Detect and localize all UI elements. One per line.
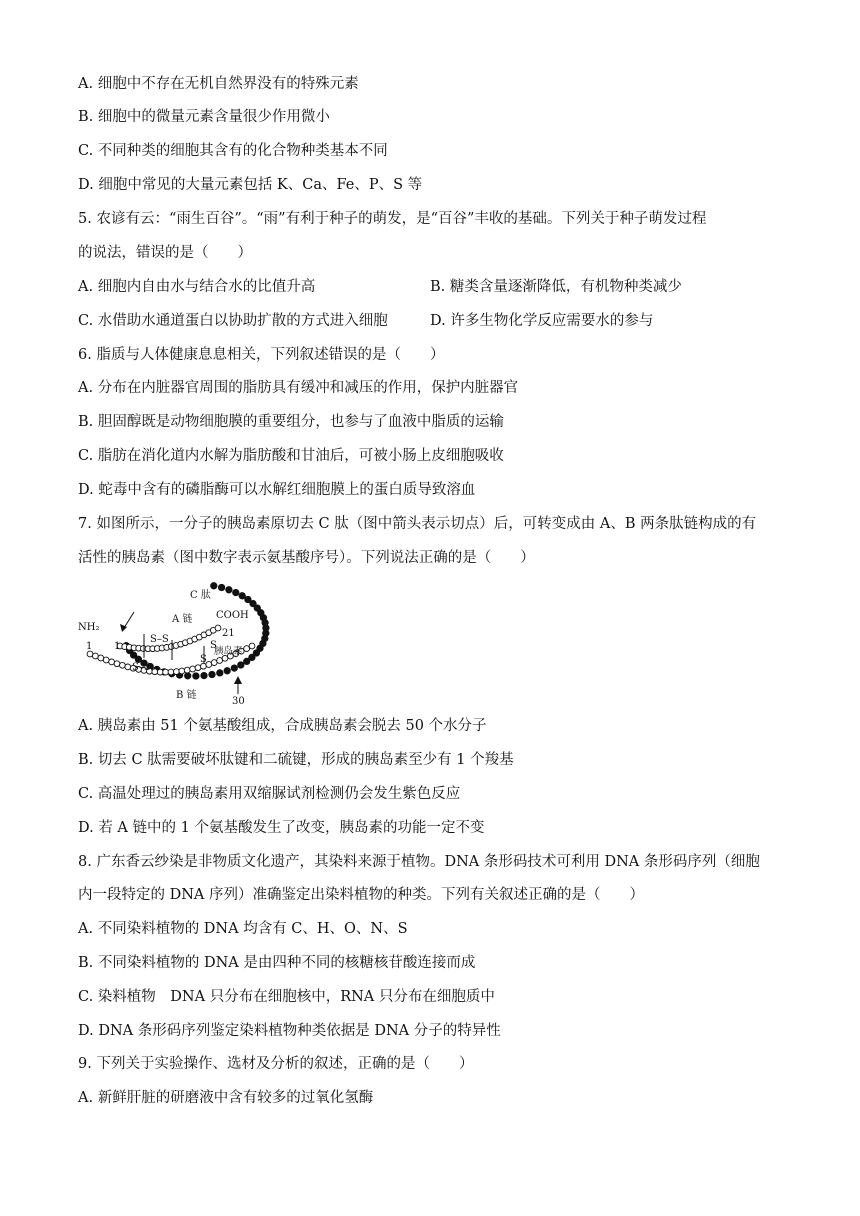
- q5-stem-line1: 5. 农谚有云：“雨生百谷”。“雨”有利于种子的萌发，是“百谷”丰收的基础。下列关于种子萌发过程: [78, 211, 707, 227]
- insulin-diagram: [76, 578, 276, 706]
- a-chain: [117, 625, 221, 652]
- q5-option-a: A. 细胞内自由水与结合水的比值升高: [78, 279, 316, 295]
- q9-stem: 9. 下列关于实验操作、选材及分析的叙述，正确的是（ ）: [78, 1056, 474, 1072]
- b-bead: [195, 665, 201, 671]
- b-bead: [152, 669, 158, 675]
- label-s-1: S: [210, 640, 217, 651]
- q7-option-a: A. 胰岛素由 51 个氨基酸组成，合成胰岛素会脱去 50 个水分子: [78, 718, 487, 734]
- q8-option-a: A. 不同染料植物的 DNA 均含有 C、H、O、N、S: [78, 921, 408, 937]
- c-bead: [201, 672, 207, 678]
- q4-option-a: A. 细胞中不存在无机自然界没有的特殊元素: [78, 76, 359, 92]
- q6-option-c: C. 脂肪在消化道内水解为脂肪酸和甘油后，可被小肠上皮细胞吸收: [78, 448, 504, 464]
- b-bead: [157, 669, 163, 675]
- cut-arrow: [124, 612, 134, 628]
- c-bead: [239, 593, 245, 599]
- q6-option-b: B. 胆固醇既是动物细胞膜的重要组分，也参与了血液中脂质的运输: [78, 414, 504, 430]
- label-a-chain: A 链: [172, 614, 193, 625]
- q8-option-c: C. 染料植物 DNA 只分布在细胞核中，RNA 只分布在细胞质中: [78, 989, 495, 1005]
- label-b-chain: B 链: [176, 690, 197, 701]
- q7-option-d: D. 若 A 链中的 1 个氨基酸发生了改变，胰岛素的功能一定不变: [78, 820, 485, 836]
- c-bead: [218, 584, 224, 590]
- b-bead: [103, 657, 109, 663]
- label-30: 30: [232, 696, 245, 706]
- q4-option-c: C. 不同种类的细胞其含有的化合物种类基本不同: [78, 143, 388, 159]
- q7-option-c: C. 高温处理过的胰岛素用双缩脲试剂检测仍会发生紫色反应: [78, 786, 461, 802]
- a-bead: [215, 625, 221, 631]
- b-bead: [93, 653, 99, 659]
- label-1-a: 1: [114, 641, 121, 652]
- c-bead: [209, 671, 215, 677]
- b-bead: [120, 662, 126, 668]
- b-bead: [179, 668, 185, 674]
- b-bead: [217, 658, 223, 664]
- label-ss-2: S–S: [132, 662, 151, 673]
- label-s-2: S: [200, 654, 207, 665]
- label-21: 21: [222, 628, 235, 639]
- b-bead: [125, 664, 131, 670]
- b-bead: [244, 646, 250, 652]
- q6-option-a: A. 分布在内脏器官周围的脂肪具有缓冲和减压的作用，保护内脏器官: [78, 380, 519, 396]
- q8-option-d: D. DNA 条形码序列鉴定染料植物种类依据是 DNA 分子的特异性: [78, 1023, 501, 1039]
- q6-option-d: D. 蛇毒中含有的磷脂酶可以水解红细胞膜上的蛋白质导致溶血: [78, 482, 476, 498]
- b-bead: [174, 669, 180, 675]
- b-bead: [190, 666, 196, 672]
- q8-option-b: B. 不同染料植物的 DNA 是由四种不同的核糖核苷酸连接而成: [78, 955, 476, 971]
- c-bead: [185, 673, 191, 679]
- label-insulin: 胰岛素: [214, 646, 243, 657]
- q5-option-b: B. 糖类含量逐渐降低，有机物种类减少: [430, 279, 682, 295]
- q4-option-d: D. 细胞中常见的大量元素包括 K、Ca、Fe、P、S 等: [78, 177, 423, 193]
- c-bead: [245, 596, 251, 602]
- b-bead: [163, 669, 169, 675]
- q5-stem-line2: 的说法，错误的是（ ）: [78, 245, 252, 261]
- b-bead: [168, 669, 174, 675]
- q8-stem-line2: 内一段特定的 DNA 序列）准确鉴定出染料植物的种类。下列有关叙述正确的是（ ）: [78, 887, 644, 903]
- c-bead: [217, 670, 223, 676]
- q7-stem-line2: 活性的胰岛素（图中数字表示氨基酸序号）。下列说法正确的是（ ）: [78, 550, 535, 566]
- c-bead: [238, 662, 244, 668]
- c-bead: [226, 587, 232, 593]
- b-bead: [114, 661, 120, 667]
- label-ss-1: S–S: [150, 634, 169, 645]
- label-c-peptide: C 肽: [190, 590, 211, 601]
- c-bead: [233, 589, 239, 595]
- q5-option-c: C. 水借助水通道蛋白以协助扩散的方式进入细胞: [78, 313, 388, 329]
- q4-option-b: B. 细胞中的微量元素含量很少作用微小: [78, 109, 330, 125]
- c-bead: [231, 665, 237, 671]
- label-nh2: NH₂: [78, 622, 100, 633]
- cut-arrowhead: [234, 676, 242, 684]
- c-bead: [211, 583, 217, 589]
- q7-stem-line1: 7. 如图所示，一分子的胰岛素原切去 C 肽（图中箭头表示切点）后，可转变成由 A、B 两条肽链构成的有: [78, 516, 757, 532]
- b-bead: [109, 659, 115, 665]
- label-cooh: COOH: [216, 610, 249, 621]
- q6-stem: 6. 脂质与人体健康息息相关，下列叙述错误的是（ ）: [78, 347, 445, 363]
- q5-option-d: D. 许多生物化学反应需要水的参与: [430, 313, 654, 329]
- b-bead: [184, 667, 190, 673]
- q8-stem-line1: 8. 广东香云纱染是非物质文化遗产，其染料来源于植物。DNA 条形码技术可利用 DNA 条形码序列（细胞: [78, 854, 760, 870]
- q9-option-a: A. 新鲜肝脏的研磨液中含有较多的过氧化氢酶: [78, 1090, 374, 1106]
- c-bead: [224, 668, 230, 674]
- b-bead: [249, 643, 255, 649]
- label-1-b: 1: [86, 641, 93, 652]
- b-bead: [98, 655, 104, 661]
- b-bead: [211, 660, 217, 666]
- q7-option-b: B. 切去 C 肽需要破坏肽键和二硫键，形成的胰岛素至少有 1 个羧基: [78, 752, 514, 768]
- c-bead: [193, 673, 199, 679]
